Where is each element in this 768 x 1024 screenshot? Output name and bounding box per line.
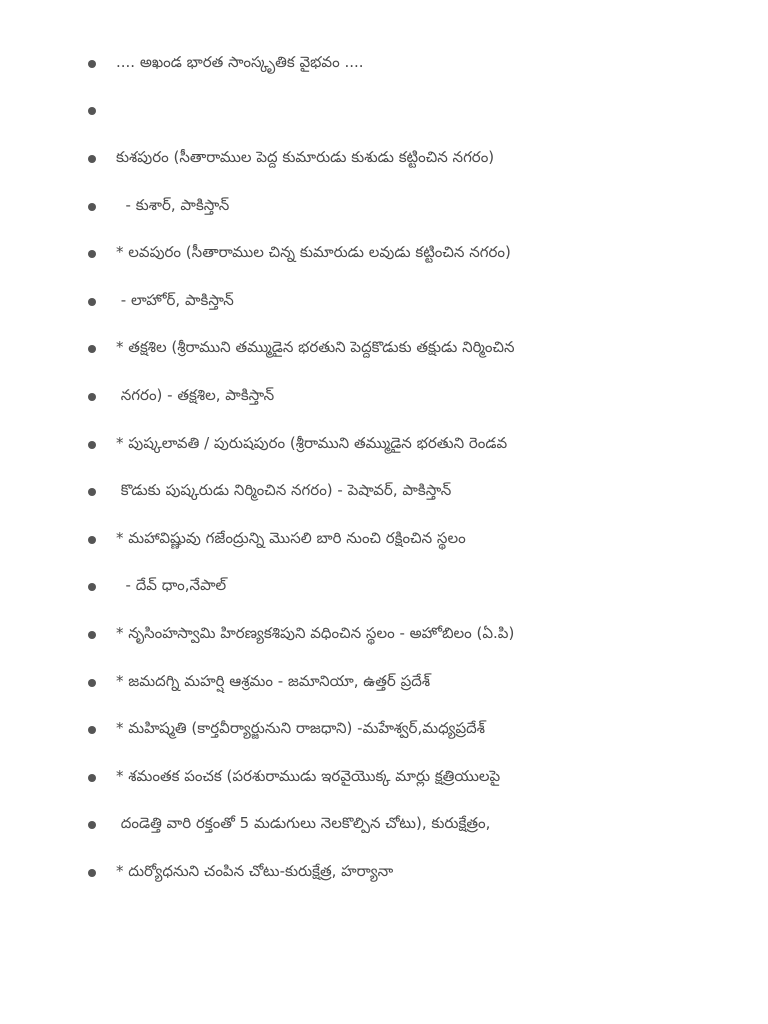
bullet-icon: [88, 393, 96, 401]
list-item: [0, 516, 768, 564]
bullet-list: [0, 40, 768, 897]
list-item: [0, 135, 768, 183]
list-item: [0, 849, 768, 897]
list-item: [0, 754, 768, 802]
list-item: [0, 421, 768, 469]
bullet-icon: [88, 345, 96, 353]
bullet-icon: [88, 536, 96, 544]
bullet-icon: [88, 774, 96, 782]
list-item: [0, 611, 768, 659]
list-item-text: * మహిష్మతి (కార్తవీర్యార్జునుని రాజధాని) -మహేశ్వర్,మధ్యప్రదేశ్: [116, 719, 485, 738]
list-item: [0, 564, 768, 612]
list-item-text: * శమంతక పంచక (పరశురాముడు ఇరవైయొక్క మార్లు క్షత్రియులపై: [116, 766, 501, 785]
bullet-icon: [88, 869, 96, 877]
list-item-text: * లవపురం (సీతారాముల చిన్న కుమారుడు లవుడు కట్టించిన నగరం): [116, 243, 511, 262]
list-item-text: - లాహోర్, పాకిస్తాన్: [116, 290, 234, 309]
list-item: [0, 183, 768, 231]
bullet-icon: [88, 60, 96, 68]
list-item-text: * పుష్కలావతి / పురుషపురం (శ్రీరాముని తమ్ముడైన భరతుని రెండవ: [116, 433, 508, 452]
bullet-icon: [88, 250, 96, 258]
list-item-text: కొడుకు పుష్కరుడు నిర్మించిన నగరం) - పెషావర్, పాకిస్తాన్: [116, 481, 452, 500]
list-item-text: * మహావిష్ణువు గజేంద్రున్ని మొసలి బారి నుంచి రక్షించిన స్థలం: [116, 528, 466, 547]
list-item: [0, 230, 768, 278]
list-item-text: కుశపురం (సీతారాముల పెద్ద కుమారుడు కుశుడు కట్టించిన నగరం): [116, 147, 495, 166]
bullet-icon: [88, 583, 96, 591]
list-item: [0, 373, 768, 421]
list-item: [0, 278, 768, 326]
list-item-text: * జమదగ్ని మహర్షి ఆశ్రమం - జమానియా, ఉత్తర్ ప్రదేశ్: [116, 671, 431, 690]
bullet-icon: [88, 821, 96, 829]
list-item: [0, 40, 768, 88]
list-item-text: * దుర్యోధనుని చంపిన చోటు-కురుక్షేత్ర, హర్యానా: [116, 861, 394, 880]
bullet-icon: [88, 726, 96, 734]
list-item: [0, 326, 768, 374]
list-item-text: * తక్షశిల (శ్రీరాముని తమ్ముడైన భరతుని పెద్దకొడుకు తక్షుడు నిర్మించిన: [116, 338, 515, 357]
bullet-icon: [88, 441, 96, 449]
list-item: [0, 802, 768, 850]
list-item: [0, 88, 768, 136]
bullet-icon: [88, 155, 96, 163]
bullet-icon: [88, 298, 96, 306]
list-item: [0, 706, 768, 754]
document-page: [0, 40, 768, 897]
bullet-icon: [88, 107, 96, 115]
bullet-icon: [88, 679, 96, 687]
list-item-text: .... అఖండ భారత సాంస్కృతిక వైభవం ....: [116, 52, 364, 71]
list-item-text: * నృసింహస్వామి హిరణ్యకశిపుని వధించిన స్థలం - అహోబిలం (ఏ.పి): [116, 623, 515, 642]
list-item-text: దండెత్తి వారి రక్తంతో 5 మడుగులు నెలకొల్పిన చోటు), కురుక్షేత్రం,: [116, 814, 491, 833]
bullet-icon: [88, 631, 96, 639]
bullet-icon: [88, 488, 96, 496]
bullet-icon: [88, 203, 96, 211]
list-item-text: - దేవ్ ధాం,నేపాల్: [116, 576, 227, 595]
list-item: [0, 659, 768, 707]
list-item: [0, 468, 768, 516]
list-item-text: నగరం) - తక్షశిల, పాకిస్తాన్: [116, 385, 275, 404]
list-item-text: - కుశార్, పాకిస్తాన్: [116, 195, 230, 214]
